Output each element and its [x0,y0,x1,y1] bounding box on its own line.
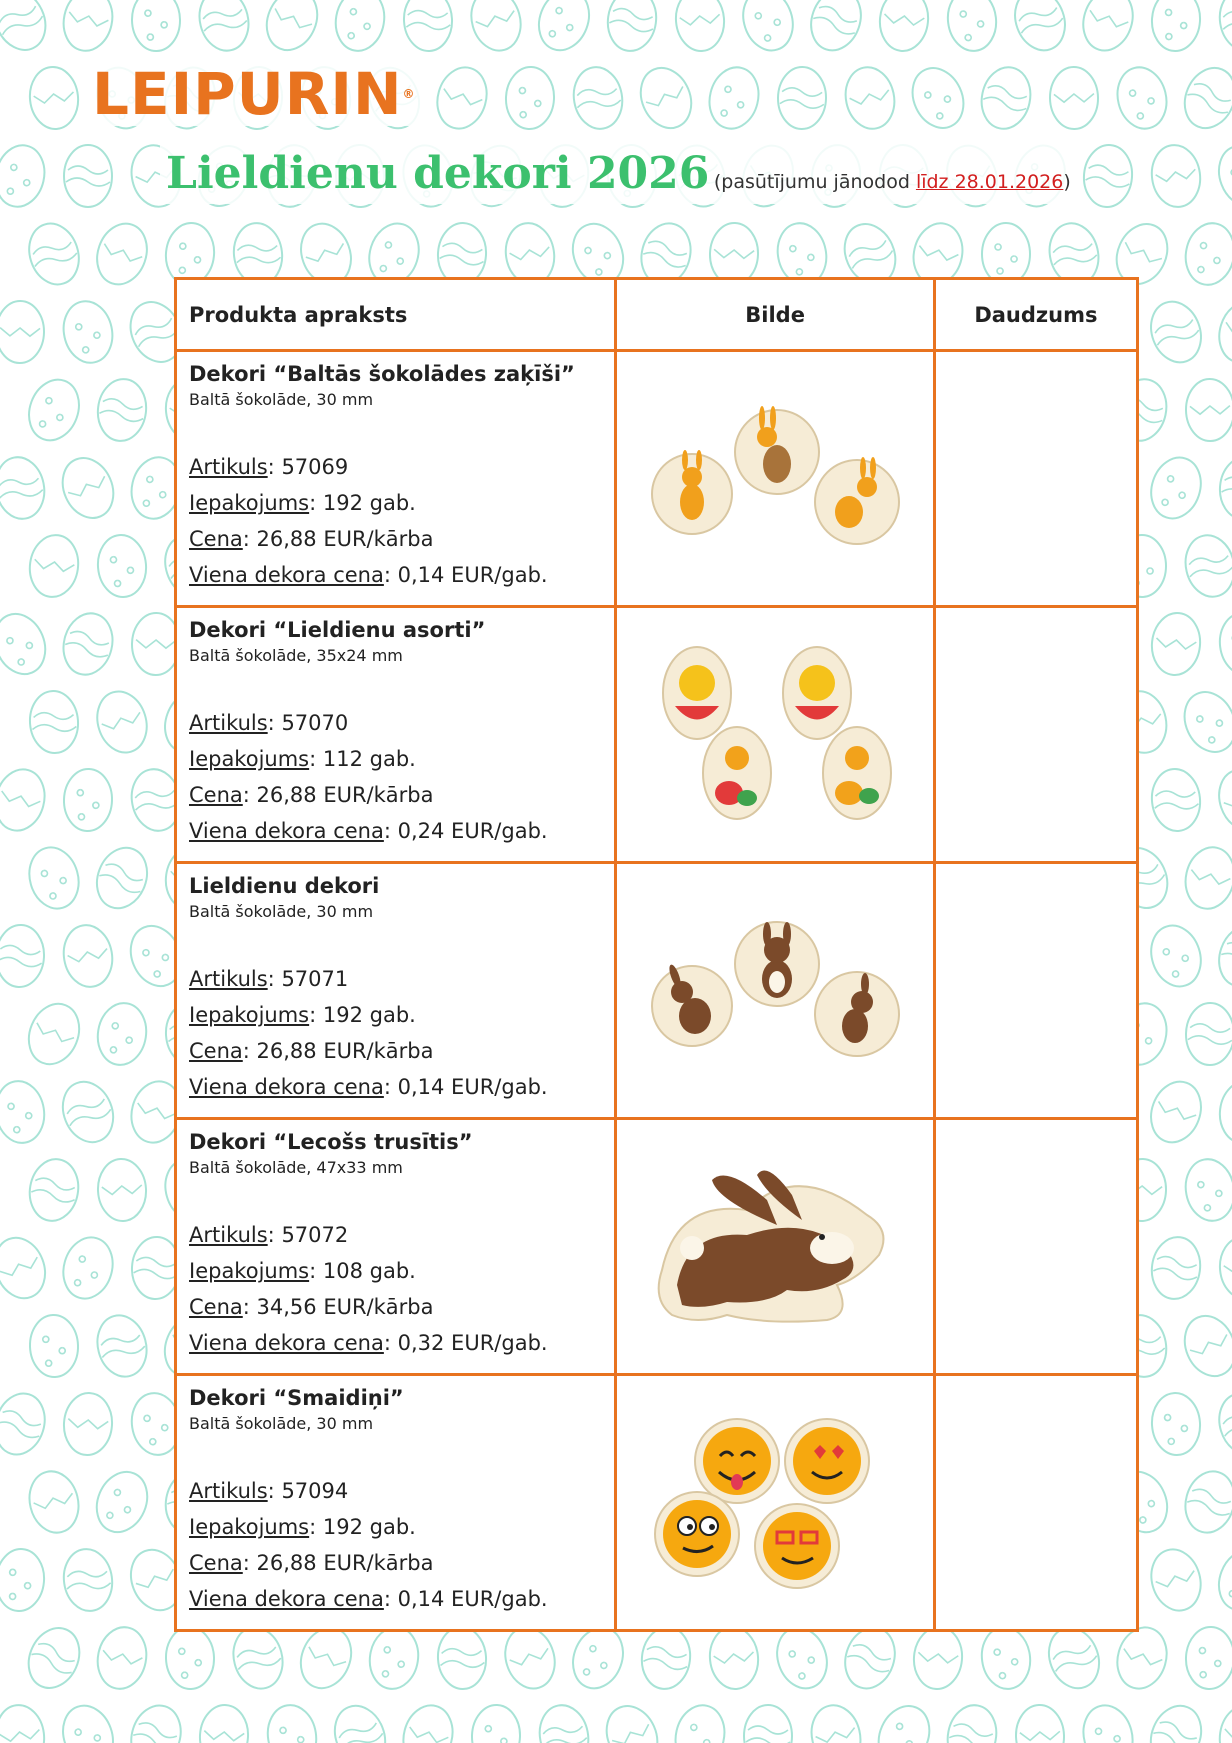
product-description-cell [176,863,616,1119]
egg-outline-shape [258,0,326,58]
egg-outline-shape [1144,919,1209,993]
egg-outline-shape [1215,1702,1232,1743]
egg-outline-shape [60,1546,116,1614]
package-line: Iepakojums: 192 gab. [189,491,416,515]
egg-outline-shape [0,140,50,211]
egg-outline-shape [944,0,999,54]
table-row [176,607,1138,863]
egg-outline-shape [1216,610,1232,677]
product-description-cell [176,607,616,863]
article-line: Artikuls: 57069 [189,455,349,479]
egg-outline-shape [803,0,869,57]
egg-outline-shape [1181,1155,1232,1225]
product-description-cell [176,351,616,607]
header-image: Bilde [616,279,934,351]
egg-outline-shape [0,606,54,682]
jumping-bunny-icon [617,1120,932,1373]
egg-outline-shape [632,60,700,136]
leipurin-logo: LEIPURIN® [86,62,422,126]
egg-outline-shape [1144,1544,1207,1617]
egg-outline-shape [840,63,900,134]
egg-outline-shape [90,685,154,758]
egg-outline-shape [1143,1075,1209,1150]
egg-outline-shape [326,1698,394,1743]
egg-outline-shape [1143,295,1209,370]
product-name: Dekori “Lieldienu asorti” [189,618,486,642]
egg-outline-shape [28,689,80,754]
product-name: Lieldienu dekori [189,874,380,898]
egg-outline-shape [436,1625,488,1690]
egg-outline-shape [869,1698,938,1743]
egg-outline-shape [29,1314,79,1378]
product-table [174,277,1139,1632]
egg-outline-shape [1176,60,1232,136]
egg-outline-shape [53,450,122,526]
egg-outline-shape [331,0,389,55]
egg-outline-shape [530,0,597,58]
unit-price-line: Viena dekora cena: 0,14 EUR/gab. [189,1587,548,1611]
article-line: Artikuls: 57094 [189,1479,349,1503]
egg-outline-shape [96,1158,147,1222]
egg-outline-shape [1150,1391,1202,1456]
product-material: Baltā šokolāde, 30 mm [189,1414,374,1433]
quantity-cell[interactable] [934,863,1137,1119]
egg-outline-shape [193,0,255,56]
egg-outline-shape [0,924,46,988]
egg-outline-shape [63,768,113,832]
egg-outline-shape [464,0,527,56]
egg-outline-shape [1110,1622,1173,1695]
egg-outline-shape [95,533,148,599]
egg-outline-shape [1175,684,1232,760]
unit-price-line: Viena dekora cena: 0,14 EUR/gab. [189,1075,548,1099]
unit-price-line: Viena dekora cena: 0,24 EUR/gab. [189,819,548,843]
egg-outline-shape [1217,1235,1232,1301]
egg-outline-shape [569,63,627,132]
package-line: Iepakojums: 192 gab. [189,1003,416,1027]
product-material: Baltā šokolāde, 30 mm [189,902,374,921]
order-deadline-note: (pasūtījumu jānodod līdz 28.01.2026) [713,171,1071,193]
egg-outline-shape [982,223,1030,285]
package-line: Iepakojums: 112 gab. [189,747,416,771]
egg-outline-shape [1142,1698,1210,1743]
egg-outline-shape [0,1230,54,1305]
egg-outline-shape [838,1621,903,1695]
egg-outline-shape [0,764,51,836]
egg-outline-shape [976,63,1036,134]
egg-outline-shape [58,0,118,55]
egg-outline-shape [62,1391,114,1456]
easter-assorted-decor-icon [617,608,932,861]
product-description-cell [176,1375,616,1631]
egg-outline-shape [397,1700,459,1743]
product-image-cell [616,351,934,607]
egg-outline-shape [0,453,49,523]
price-line: Cena: 26,88 EUR/kārba [189,1551,434,1575]
product-material: Baltā šokolāde, 47x33 mm [189,1158,403,1177]
price-line: Cena: 26,88 EUR/kārba [189,1039,434,1063]
egg-outline-shape [707,1625,761,1692]
egg-outline-shape [131,0,180,51]
egg-outline-shape [0,301,45,364]
egg-outline-shape [0,1547,47,1613]
egg-outline-shape [93,1000,150,1069]
egg-outline-shape [604,0,660,54]
egg-outline-shape [769,1621,835,1695]
egg-outline-shape [1210,138,1232,213]
egg-outline-shape [1215,0,1232,54]
egg-outline-shape [1049,67,1098,130]
egg-outline-shape [535,1701,594,1743]
egg-outline-shape [94,376,149,443]
egg-outline-shape [198,1703,250,1743]
egg-outline-shape [1216,1078,1232,1145]
egg-outline-shape [55,1699,121,1743]
egg-outline-shape [911,1625,964,1691]
egg-outline-shape [1176,1308,1232,1384]
egg-outline-shape [22,217,87,291]
egg-outline-shape [504,66,555,130]
quantity-cell[interactable] [934,1375,1137,1631]
egg-outline-shape [1081,143,1134,209]
deadline-date: līdz 28.01.2026 [915,171,1064,193]
product-name: Dekori “Baltās šokolādes zaķīši” [189,362,575,386]
egg-outline-shape [1210,1542,1232,1617]
egg-outline-shape [124,1699,188,1743]
egg-outline-shape [91,1310,153,1382]
egg-outline-shape [165,1626,215,1690]
egg-outline-shape [1185,1003,1232,1066]
egg-outline-shape [638,1624,693,1691]
egg-outline-shape [736,0,801,57]
table-header-row [176,279,1138,351]
egg-outline-shape [402,0,453,52]
article-line: Artikuls: 57072 [189,1223,349,1247]
egg-outline-shape [64,145,112,207]
header-quantity: Daudzums [934,279,1137,351]
egg-outline-shape [1217,455,1232,521]
egg-outline-shape [1007,0,1073,57]
egg-outline-shape [56,1232,119,1305]
egg-outline-shape [673,0,726,53]
egg-outline-shape [1077,1700,1139,1743]
egg-outline-shape [744,1705,792,1743]
egg-outline-shape [89,217,155,291]
egg-outline-shape [19,1620,88,1696]
product-image-cell [616,1375,934,1631]
egg-outline-shape [670,1700,731,1743]
egg-outline-shape [1185,379,1232,442]
table-row [176,1119,1138,1375]
egg-outline-shape [1150,0,1202,53]
egg-outline-shape [227,1622,289,1694]
egg-outline-shape [22,842,85,915]
product-image-cell [616,1119,934,1375]
white-chocolate-bunnies-icon [617,352,932,605]
table-row [176,863,1138,1119]
egg-outline-shape [88,840,155,915]
egg-outline-shape [777,67,826,130]
egg-outline-shape [26,532,82,600]
product-name: Dekori “Lecošs trusītis” [189,1130,473,1154]
egg-outline-shape [1212,1387,1232,1460]
unit-price-line: Viena dekora cena: 0,14 EUR/gab. [189,563,548,587]
egg-outline-shape [1181,219,1232,289]
quantity-cell[interactable] [934,351,1137,607]
product-material: Baltā šokolāde, 35x24 mm [189,646,403,665]
egg-outline-shape [978,1624,1034,1692]
product-image-cell [616,607,934,863]
egg-outline-shape [365,1624,422,1693]
egg-outline-shape [0,1078,49,1147]
unit-price-line: Viena dekora cena: 0,32 EUR/gab. [189,1331,548,1355]
product-name: Dekori “Smaidiņi” [189,1386,404,1410]
egg-outline-shape [1179,1466,1232,1538]
page-header [160,144,1077,204]
article-line: Artikuls: 57070 [189,711,349,735]
egg-outline-shape [1184,1626,1232,1690]
egg-outline-shape [59,921,117,990]
egg-outline-shape [1212,295,1232,368]
product-description-cell [176,1119,616,1375]
egg-outline-shape [430,62,493,135]
egg-outline-shape [1111,62,1173,134]
egg-outline-shape [1211,763,1232,837]
egg-outline-shape [57,608,119,680]
package-line: Iepakojums: 192 gab. [189,1515,416,1539]
product-image-cell [616,863,934,1119]
egg-outline-shape [93,1623,152,1693]
egg-outline-shape [471,1704,521,1743]
product-material: Baltā šokolāde, 30 mm [189,390,374,409]
egg-outline-shape [1148,142,1204,210]
package-line: Iepakojums: 108 gab. [189,1259,416,1283]
egg-outline-shape [877,0,931,53]
egg-outline-shape [1180,530,1232,601]
egg-outline-shape [0,1702,48,1743]
egg-outline-shape [27,65,81,132]
egg-outline-shape [1076,0,1140,57]
egg-outline-shape [703,62,765,134]
price-line: Cena: 34,56 EUR/kārba [189,1295,434,1319]
egg-outline-shape [806,1700,867,1743]
egg-outline-shape [58,297,118,368]
egg-outline-shape [597,1698,666,1743]
egg-outline-shape [943,1701,1002,1743]
quantity-cell[interactable] [934,1119,1137,1375]
table-row [176,1375,1138,1631]
page-title: Lieldienu dekori 2026 [166,148,710,199]
article-line: Artikuls: 57071 [189,967,349,991]
egg-outline-shape [1180,842,1232,913]
egg-outline-shape [1211,919,1232,993]
egg-outline-shape [54,1074,122,1149]
egg-outline-shape [25,1155,83,1224]
egg-outline-shape [903,60,973,136]
price-line: Cena: 26,88 EUR/kārba [189,527,434,551]
egg-outline-shape [263,1702,320,1743]
egg-outline-shape [0,1387,52,1460]
smiley-faces-icon [617,1376,932,1629]
egg-outline-shape [21,373,87,448]
egg-outline-shape [1144,451,1209,525]
header-description: Produkta apraksts [176,279,616,351]
egg-outline-shape [88,1464,156,1540]
egg-outline-shape [1148,1234,1204,1302]
price-line: Cena: 26,88 EUR/kārba [189,783,434,807]
egg-outline-shape [1015,1704,1065,1743]
egg-outline-shape [1149,767,1203,834]
egg-outline-shape [23,1466,85,1538]
brown-bunnies-icon [617,864,932,1117]
quantity-cell[interactable] [934,607,1137,863]
egg-outline-shape [0,0,55,58]
egg-outline-shape [498,1621,562,1694]
egg-outline-shape [20,996,88,1071]
egg-outline-shape [1149,611,1203,678]
table-row [176,351,1138,607]
